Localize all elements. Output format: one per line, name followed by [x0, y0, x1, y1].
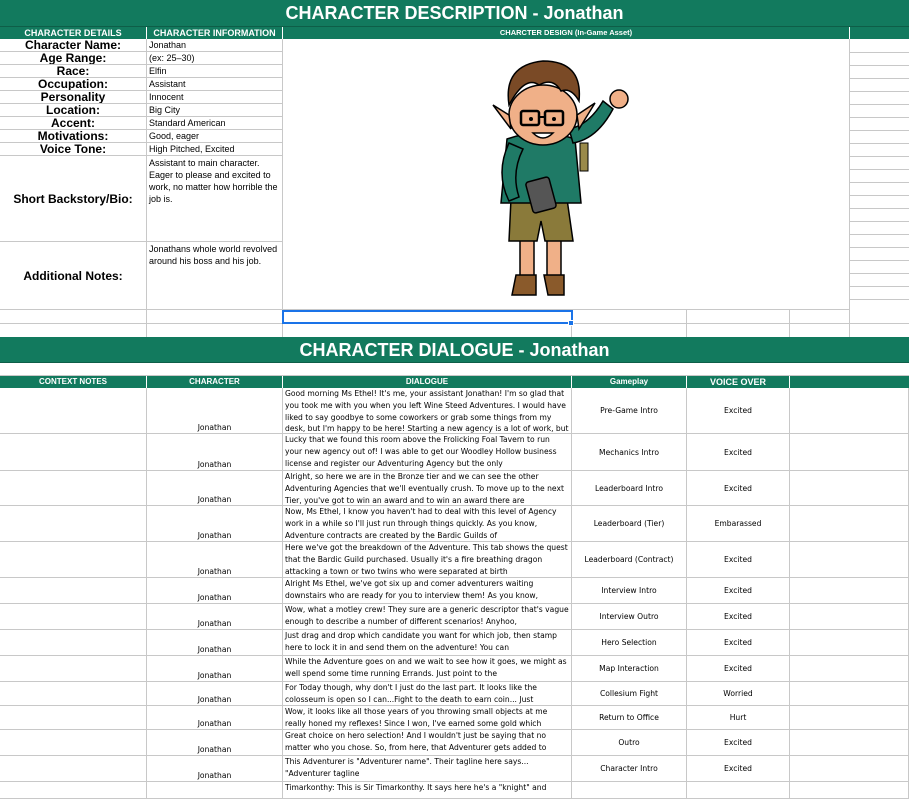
- header-gameplay[interactable]: Gameplay: [572, 376, 686, 388]
- gameplay-cell[interactable]: Pre-Game Intro: [572, 388, 687, 434]
- gameplay-cell[interactable]: Interview Outro: [572, 604, 687, 630]
- dialogue-cell[interactable]: Good morning Ms Ethel! It's me, your assistant Jonathan! I'm so glad that you took me with you when you left Wine Steed Adventures. I would have liked to say goodbye to some coworkers or grab some things from my desk, but I'm happy to be here! Starting a new agency is a lot of work, but: [283, 388, 572, 434]
- dialogue-cell[interactable]: Lucky that we found this room above the Frolicking Foal Tavern to run your new agency out of! I was able to get our Woodley Hollow business license and register our Adventuring Agency but the only: [283, 434, 572, 471]
- gridline: [850, 65, 909, 66]
- gameplay-cell[interactable]: Mechanics Intro: [572, 434, 687, 471]
- header-voice-over[interactable]: VOICE OVER: [687, 376, 789, 388]
- context-notes-cell[interactable]: [0, 682, 147, 706]
- context-notes-cell[interactable]: [0, 630, 147, 656]
- dialogue-cell[interactable]: Great choice on hero selection! And I wouldn't just be saying that no matter who you chose. So, from here, that Adventurer gets added to: [283, 730, 572, 756]
- detail-label[interactable]: Location:: [0, 104, 147, 117]
- character-cell[interactable]: Jonathan: [147, 471, 283, 506]
- detail-value[interactable]: Assistant: [147, 78, 283, 91]
- gridline: [850, 273, 909, 274]
- blank-cell[interactable]: [790, 434, 909, 471]
- voice-over-cell[interactable]: Excited: [687, 471, 790, 506]
- context-notes-cell[interactable]: [0, 730, 147, 756]
- voice-over-cell[interactable]: Excited: [687, 756, 790, 782]
- dialogue-cell[interactable]: Just drag and drop which candidate you want for which job, then stamp here to lock it in and send them on the adventure! You can: [283, 630, 572, 656]
- gridline: [850, 169, 909, 170]
- dialogue-cell[interactable]: Alright, so here we are in the Bronze tier and we can see the other Adventuring Agencies that we'll eventually crush. To move up to the next Tier, you've got to win an award and to win an award there are: [283, 471, 572, 506]
- header-blank[interactable]: [850, 27, 909, 39]
- character-cell[interactable]: Jonathan: [147, 578, 283, 604]
- dialogue-cell[interactable]: Alright Ms Ethel, we've got six up and comer adventurers waiting downstairs who are ready for you to interview them! As you know,: [283, 578, 572, 604]
- detail-label[interactable]: Accent:: [0, 117, 147, 130]
- context-notes-cell[interactable]: [0, 604, 147, 630]
- detail-value[interactable]: (ex: 25–30): [147, 52, 283, 65]
- gridline: [850, 104, 909, 105]
- gameplay-cell[interactable]: Leaderboard Intro: [572, 471, 687, 506]
- gameplay-cell[interactable]: Hero Selection: [572, 630, 687, 656]
- gridline: [850, 130, 909, 131]
- gameplay-cell[interactable]: [572, 782, 687, 799]
- context-notes-cell[interactable]: [0, 506, 147, 542]
- dialogue-cell[interactable]: While the Adventure goes on and we wait to see how it goes, we might as well spend some time running Errands. Just point to the: [283, 656, 572, 682]
- notes-value[interactable]: Jonathans whole world revolved around his boss and his job.: [147, 242, 283, 310]
- character-cell[interactable]: Jonathan: [147, 706, 283, 730]
- elf-character-illustration: [283, 39, 850, 310]
- gridline: [686, 310, 687, 337]
- dialogue-title: CHARACTER DIALOGUE - Jonathan: [0, 337, 909, 363]
- voice-over-cell[interactable]: Excited: [687, 604, 790, 630]
- selected-cell[interactable]: [282, 310, 573, 324]
- gridline: [146, 310, 147, 337]
- voice-over-cell[interactable]: Excited: [687, 656, 790, 682]
- detail-label[interactable]: Age Range:: [0, 52, 147, 65]
- character-cell[interactable]: Jonathan: [147, 656, 283, 682]
- header-character-details[interactable]: CHARACTER DETAILS: [0, 27, 146, 39]
- character-cell[interactable]: Jonathan: [147, 542, 283, 578]
- blank-cell[interactable]: [790, 756, 909, 782]
- gameplay-cell[interactable]: Leaderboard (Contract): [572, 542, 687, 578]
- detail-value[interactable]: Elfin: [147, 65, 283, 78]
- dialogue-cell[interactable]: Timarkonthy: This is Sir Timarkonthy. It says here he's a "knight" and: [283, 782, 572, 799]
- context-notes-cell[interactable]: [0, 578, 147, 604]
- voice-over-cell[interactable]: Worried: [687, 682, 790, 706]
- blank-cell[interactable]: [790, 706, 909, 730]
- character-cell[interactable]: [147, 782, 283, 799]
- context-notes-cell[interactable]: [0, 542, 147, 578]
- detail-label[interactable]: Voice Tone:: [0, 143, 147, 156]
- gridline: [850, 117, 909, 118]
- gameplay-cell[interactable]: Map Interaction: [572, 656, 687, 682]
- blank-cell[interactable]: [790, 682, 909, 706]
- voice-over-cell[interactable]: Excited: [687, 434, 790, 471]
- voice-over-cell[interactable]: Hurt: [687, 706, 790, 730]
- gridline: [850, 195, 909, 196]
- gridline: [850, 52, 909, 53]
- detail-label[interactable]: Personality: [0, 91, 147, 104]
- gridline: [850, 286, 909, 287]
- voice-over-cell[interactable]: Excited: [687, 542, 790, 578]
- character-cell[interactable]: Jonathan: [147, 604, 283, 630]
- detail-value[interactable]: Big City: [147, 104, 283, 117]
- detail-value[interactable]: High Pitched, Excited: [147, 143, 283, 156]
- voice-over-cell[interactable]: Excited: [687, 388, 790, 434]
- blank-cell[interactable]: [790, 656, 909, 682]
- header-character[interactable]: CHARACTER: [147, 376, 282, 388]
- context-notes-cell[interactable]: [0, 434, 147, 471]
- gameplay-cell[interactable]: Collesium Fight: [572, 682, 687, 706]
- blank-cell[interactable]: [790, 506, 909, 542]
- dialogue-cell[interactable]: Now, Ms Ethel, I know you haven't had to deal with this level of Agency work in a while so I'll just run through things quickly. As you know, Adventure contracts are created by the Bardic Guilds of: [283, 506, 572, 542]
- blank-cell[interactable]: [790, 471, 909, 506]
- header-character-information[interactable]: CHARACTER INFORMATION: [147, 27, 282, 39]
- detail-value[interactable]: Jonathan: [147, 39, 283, 52]
- character-cell[interactable]: Jonathan: [147, 756, 283, 782]
- blank-cell[interactable]: [790, 630, 909, 656]
- detail-value[interactable]: Standard American: [147, 117, 283, 130]
- gridline: [850, 208, 909, 209]
- detail-label[interactable]: Occupation:: [0, 78, 147, 91]
- character-cell[interactable]: Jonathan: [147, 506, 283, 542]
- gridline: [850, 182, 909, 183]
- detail-label[interactable]: Character Name:: [0, 39, 147, 52]
- gridline: [850, 221, 909, 222]
- voice-over-cell[interactable]: Excited: [687, 630, 790, 656]
- gridline: [850, 156, 909, 157]
- dialogue-cell[interactable]: This Adventurer is "Adventurer name". Their tagline here says... "Adventurer tagline: [283, 756, 572, 782]
- gridline: [850, 143, 909, 144]
- blank-cell[interactable]: [790, 604, 909, 630]
- blank-cell[interactable]: [790, 730, 909, 756]
- header-context-notes[interactable]: CONTEXT NOTES: [0, 376, 146, 388]
- character-cell[interactable]: Jonathan: [147, 388, 283, 434]
- dialogue-cell[interactable]: Here we've got the breakdown of the Adventure. This tab shows the quest that the Bardic Guild purchased. Usually it's a fire breathing dragon attacking a town or two twins who were separated at birth: [283, 542, 572, 578]
- gameplay-cell[interactable]: Return to Office: [572, 706, 687, 730]
- detail-value[interactable]: Innocent: [147, 91, 283, 104]
- context-notes-cell[interactable]: [0, 782, 147, 799]
- gameplay-cell[interactable]: Interview Intro: [572, 578, 687, 604]
- dialogue-cell[interactable]: Wow, it looks like all those years of you throwing small objects at me really honed my reflexes! Since I won, I've earned some gold which: [283, 706, 572, 730]
- character-cell[interactable]: Jonathan: [147, 434, 283, 471]
- gridline: [850, 299, 909, 300]
- gridline: [849, 39, 850, 337]
- character-cell[interactable]: Jonathan: [147, 730, 283, 756]
- gridline: [850, 260, 909, 261]
- gridline: [850, 91, 909, 92]
- gridline: [850, 234, 909, 235]
- detail-label[interactable]: Race:: [0, 65, 147, 78]
- backstory-label[interactable]: Short Backstory/Bio:: [0, 156, 147, 242]
- dialogue-cell[interactable]: For Today though, why don't I just do the last part. It looks like the colosseum is open so I can...Fight to the death to earn coin... Just: [283, 682, 572, 706]
- blank-cell[interactable]: [790, 578, 909, 604]
- header-character-design[interactable]: CHARCTER DESIGN (In-Game Asset): [283, 27, 849, 39]
- blank-cell[interactable]: [790, 782, 909, 799]
- blank-cell[interactable]: [790, 388, 909, 434]
- voice-over-cell[interactable]: Excited: [687, 578, 790, 604]
- gridline: [789, 310, 790, 337]
- gridline: [850, 247, 909, 248]
- notes-label[interactable]: Additional Notes:: [0, 242, 147, 310]
- character-cell[interactable]: Jonathan: [147, 630, 283, 656]
- header-dialogue[interactable]: DIALOGUE: [283, 376, 571, 388]
- context-notes-cell[interactable]: [0, 656, 147, 682]
- dialogue-cell[interactable]: Wow, what a motley crew! They sure are a generic descriptor that's vague enough to describe a number of different scenarios! Anyhoo,: [283, 604, 572, 630]
- character-design-image[interactable]: [283, 39, 850, 310]
- fill-handle[interactable]: [568, 320, 574, 326]
- gameplay-cell[interactable]: Outro: [572, 730, 687, 756]
- context-notes-cell[interactable]: [0, 388, 147, 434]
- header-blank-2[interactable]: [790, 376, 909, 388]
- gridline: [850, 78, 909, 79]
- voice-over-cell[interactable]: Embarassed: [687, 506, 790, 542]
- context-notes-cell[interactable]: [0, 756, 147, 782]
- gameplay-cell[interactable]: Leaderboard (Tier): [572, 506, 687, 542]
- gameplay-cell[interactable]: Character Intro: [572, 756, 687, 782]
- voice-over-cell[interactable]: [687, 782, 790, 799]
- detail-value[interactable]: Good, eager: [147, 130, 283, 143]
- character-cell[interactable]: Jonathan: [147, 682, 283, 706]
- context-notes-cell[interactable]: [0, 471, 147, 506]
- blank-cell[interactable]: [790, 542, 909, 578]
- backstory-value[interactable]: Assistant to main character. Eager to please and excited to work, no matter how horrible the job is.: [147, 156, 283, 242]
- voice-over-cell[interactable]: Excited: [687, 730, 790, 756]
- context-notes-cell[interactable]: [0, 706, 147, 730]
- description-title: CHARACTER DESCRIPTION - Jonathan: [0, 0, 909, 27]
- detail-label[interactable]: Motivations:: [0, 130, 147, 143]
